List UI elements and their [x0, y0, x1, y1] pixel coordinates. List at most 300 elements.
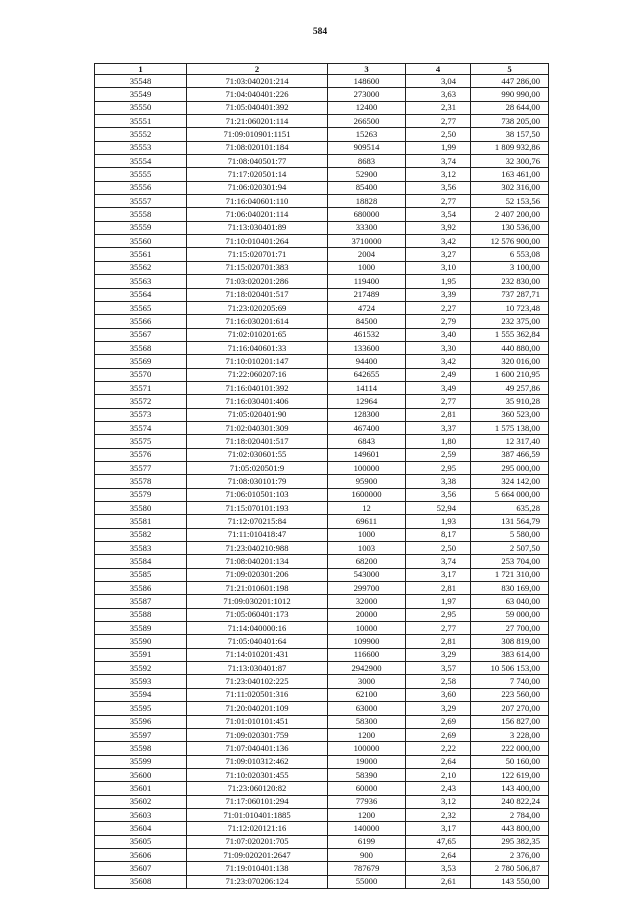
row-number-cell: 35592 — [95, 662, 187, 675]
rate-cell: 3,39 — [406, 288, 471, 301]
rate-cell: 2,10 — [406, 768, 471, 781]
rate-cell: 3,49 — [406, 381, 471, 394]
row-number-cell: 35556 — [95, 181, 187, 194]
row-number-cell: 35550 — [95, 101, 187, 114]
value-cell: 635,28 — [471, 502, 549, 515]
row-number-cell: 35586 — [95, 582, 187, 595]
rate-cell: 2,95 — [406, 461, 471, 474]
table-row — [95, 128, 549, 141]
rate-cell: 2,81 — [406, 408, 471, 421]
area-cell: 787679 — [328, 862, 406, 875]
rate-cell: 47,65 — [406, 835, 471, 848]
rate-cell: 2,64 — [406, 848, 471, 861]
value-cell: 360 523,00 — [471, 408, 549, 421]
value-cell: 122 619,00 — [471, 768, 549, 781]
area-cell: 62100 — [328, 688, 406, 701]
area-cell: 77936 — [328, 795, 406, 808]
value-cell: 240 822,24 — [471, 795, 549, 808]
area-cell: 116600 — [328, 648, 406, 661]
value-cell: 443 800,00 — [471, 822, 549, 835]
cadastral-number-cell: 71:17:060101:294 — [187, 795, 328, 808]
row-number-cell: 35564 — [95, 288, 187, 301]
value-cell: 737 287,71 — [471, 288, 549, 301]
table-row — [95, 435, 549, 448]
area-cell: 467400 — [328, 421, 406, 434]
rate-cell: 3,57 — [406, 662, 471, 675]
table-body — [95, 75, 549, 889]
value-cell: 10 506 153,00 — [471, 662, 549, 675]
value-cell: 1 809 932,86 — [471, 141, 549, 154]
rate-cell: 2,27 — [406, 301, 471, 314]
column-header-5: 5 — [471, 64, 549, 75]
table-row — [95, 115, 549, 128]
row-number-cell: 35571 — [95, 381, 187, 394]
area-cell: 4724 — [328, 301, 406, 314]
value-cell: 59 000,00 — [471, 608, 549, 621]
rate-cell: 2,43 — [406, 782, 471, 795]
table-header-row — [95, 64, 549, 75]
area-cell: 20000 — [328, 608, 406, 621]
area-cell: 1200 — [328, 808, 406, 821]
row-number-cell: 35573 — [95, 408, 187, 421]
table-row — [95, 368, 549, 381]
row-number-cell: 35606 — [95, 848, 187, 861]
row-number-cell: 35562 — [95, 261, 187, 274]
cadastral-number-cell: 71:15:070101:193 — [187, 502, 328, 515]
value-cell: 387 466,59 — [471, 448, 549, 461]
row-number-cell: 35548 — [95, 75, 187, 88]
cadastral-number-cell: 71:07:040401:136 — [187, 742, 328, 755]
area-cell: 85400 — [328, 181, 406, 194]
table-row — [95, 248, 549, 261]
area-cell: 63000 — [328, 702, 406, 715]
row-number-cell: 35590 — [95, 635, 187, 648]
row-number-cell: 35593 — [95, 675, 187, 688]
value-cell: 10 723,48 — [471, 301, 549, 314]
table-row — [95, 728, 549, 741]
row-number-cell: 35574 — [95, 421, 187, 434]
value-cell: 830 169,00 — [471, 582, 549, 595]
column-header-4: 4 — [406, 64, 471, 75]
value-cell: 12 317,40 — [471, 435, 549, 448]
area-cell: 149601 — [328, 448, 406, 461]
area-cell: 60000 — [328, 782, 406, 795]
value-cell: 3 228,00 — [471, 728, 549, 741]
cadastral-number-cell: 71:13:030401:89 — [187, 221, 328, 234]
table-row — [95, 275, 549, 288]
table-row — [95, 448, 549, 461]
table-row — [95, 408, 549, 421]
row-number-cell: 35572 — [95, 395, 187, 408]
cadastral-number-cell: 71:18:020401:517 — [187, 435, 328, 448]
rate-cell: 2,77 — [406, 395, 471, 408]
column-header-1: 1 — [95, 64, 187, 75]
table-row — [95, 622, 549, 635]
row-number-cell: 35600 — [95, 768, 187, 781]
cadastral-number-cell: 71:05:020401:90 — [187, 408, 328, 421]
row-number-cell: 35554 — [95, 155, 187, 168]
row-number-cell: 35580 — [95, 502, 187, 515]
row-number-cell: 35569 — [95, 355, 187, 368]
row-number-cell: 35591 — [95, 648, 187, 661]
rate-cell: 3,56 — [406, 488, 471, 501]
rate-cell: 2,95 — [406, 608, 471, 621]
table-row — [95, 515, 549, 528]
value-cell: 1 555 362,84 — [471, 328, 549, 341]
cadastral-number-cell: 71:23:020205:69 — [187, 301, 328, 314]
value-cell: 320 016,00 — [471, 355, 549, 368]
row-number-cell: 35549 — [95, 88, 187, 101]
table-row — [95, 675, 549, 688]
value-cell: 3 100,00 — [471, 261, 549, 274]
value-cell: 253 704,00 — [471, 555, 549, 568]
row-number-cell: 35599 — [95, 755, 187, 768]
row-number-cell: 35557 — [95, 195, 187, 208]
area-cell: 119400 — [328, 275, 406, 288]
cadastral-number-cell: 71:09:030201:1012 — [187, 595, 328, 608]
table-row — [95, 301, 549, 314]
value-cell: 156 827,00 — [471, 715, 549, 728]
area-cell: 543000 — [328, 568, 406, 581]
value-cell: 28 644,00 — [471, 101, 549, 114]
rate-cell: 1,95 — [406, 275, 471, 288]
table-row — [95, 88, 549, 101]
rate-cell: 3,56 — [406, 181, 471, 194]
table-row — [95, 141, 549, 154]
area-cell: 84500 — [328, 315, 406, 328]
cadastral-number-cell: 71:15:020701:383 — [187, 261, 328, 274]
cadastral-number-cell: 71:03:020201:286 — [187, 275, 328, 288]
cadastral-number-cell: 71:14:040000:16 — [187, 622, 328, 635]
area-cell: 133600 — [328, 341, 406, 354]
rate-cell: 3,29 — [406, 648, 471, 661]
table-row — [95, 221, 549, 234]
rate-cell: 2,58 — [406, 675, 471, 688]
value-cell: 440 880,00 — [471, 341, 549, 354]
rate-cell: 3,74 — [406, 155, 471, 168]
table-row — [95, 688, 549, 701]
rate-cell: 1,99 — [406, 141, 471, 154]
area-cell: 32000 — [328, 595, 406, 608]
rate-cell: 3,10 — [406, 261, 471, 274]
value-cell: 295 000,00 — [471, 461, 549, 474]
row-number-cell: 35588 — [95, 608, 187, 621]
area-cell: 3000 — [328, 675, 406, 688]
table-row — [95, 168, 549, 181]
rate-cell: 3,29 — [406, 702, 471, 715]
value-cell: 383 614,00 — [471, 648, 549, 661]
area-cell: 100000 — [328, 742, 406, 755]
table-row — [95, 608, 549, 621]
rate-cell: 3,74 — [406, 555, 471, 568]
value-cell: 324 142,00 — [471, 475, 549, 488]
value-cell: 5 580,00 — [471, 528, 549, 541]
cadastral-number-cell: 71:10:010201:147 — [187, 355, 328, 368]
rate-cell: 2,50 — [406, 128, 471, 141]
rate-cell: 3,40 — [406, 328, 471, 341]
cadastral-number-cell: 71:08:020101:184 — [187, 141, 328, 154]
area-cell: 12964 — [328, 395, 406, 408]
cadastral-number-cell: 71:20:040201:109 — [187, 702, 328, 715]
value-cell: 6 553,08 — [471, 248, 549, 261]
rate-cell: 3,53 — [406, 862, 471, 875]
row-number-cell: 35583 — [95, 542, 187, 555]
rate-cell: 2,61 — [406, 875, 471, 888]
column-header-3: 3 — [328, 64, 406, 75]
area-cell: 95900 — [328, 475, 406, 488]
cadastral-number-cell: 71:16:040101:392 — [187, 381, 328, 394]
value-cell: 207 270,00 — [471, 702, 549, 715]
row-number-cell: 35568 — [95, 341, 187, 354]
area-cell: 10000 — [328, 622, 406, 635]
area-cell: 58300 — [328, 715, 406, 728]
area-cell: 12 — [328, 502, 406, 515]
value-cell: 12 576 900,00 — [471, 235, 549, 248]
area-cell: 6843 — [328, 435, 406, 448]
table-row — [95, 195, 549, 208]
cadastral-number-cell: 71:05:060401:173 — [187, 608, 328, 621]
cadastral-number-cell: 71:11:020501:316 — [187, 688, 328, 701]
value-cell: 990 990,00 — [471, 88, 549, 101]
rate-cell: 1,97 — [406, 595, 471, 608]
area-cell: 1003 — [328, 542, 406, 555]
cadastral-number-cell: 71:09:010312:462 — [187, 755, 328, 768]
value-cell: 35 910,28 — [471, 395, 549, 408]
table-row — [95, 261, 549, 274]
cadastral-number-cell: 71:02:030601:55 — [187, 448, 328, 461]
area-cell: 33300 — [328, 221, 406, 234]
table-row — [95, 662, 549, 675]
column-header-2: 2 — [187, 64, 328, 75]
row-number-cell: 35589 — [95, 622, 187, 635]
area-cell: 15263 — [328, 128, 406, 141]
area-cell: 19000 — [328, 755, 406, 768]
rate-cell: 3,60 — [406, 688, 471, 701]
row-number-cell: 35587 — [95, 595, 187, 608]
area-cell: 109900 — [328, 635, 406, 648]
cadastral-number-cell: 71:08:040201:134 — [187, 555, 328, 568]
row-number-cell: 35595 — [95, 702, 187, 715]
rate-cell: 3,17 — [406, 822, 471, 835]
area-cell: 2004 — [328, 248, 406, 261]
value-cell: 308 819,00 — [471, 635, 549, 648]
value-cell: 49 257,86 — [471, 381, 549, 394]
area-cell: 1200 — [328, 728, 406, 741]
row-number-cell: 35578 — [95, 475, 187, 488]
value-cell: 738 205,00 — [471, 115, 549, 128]
table-row — [95, 101, 549, 114]
area-cell: 299700 — [328, 582, 406, 595]
area-cell: 94400 — [328, 355, 406, 368]
cadastral-number-cell: 71:17:020501:14 — [187, 168, 328, 181]
table-row — [95, 555, 549, 568]
table-row — [95, 208, 549, 221]
table-row — [95, 355, 549, 368]
area-cell: 12400 — [328, 101, 406, 114]
cadastral-number-cell: 71:01:010401:1885 — [187, 808, 328, 821]
cadastral-number-cell: 71:05:040401:392 — [187, 101, 328, 114]
area-cell: 14114 — [328, 381, 406, 394]
row-number-cell: 35552 — [95, 128, 187, 141]
table-row — [95, 528, 549, 541]
table-row — [95, 475, 549, 488]
area-cell: 217489 — [328, 288, 406, 301]
row-number-cell: 35570 — [95, 368, 187, 381]
area-cell: 55000 — [328, 875, 406, 888]
table-row — [95, 582, 549, 595]
cadastral-number-cell: 71:02:010201:65 — [187, 328, 328, 341]
rate-cell: 3,38 — [406, 475, 471, 488]
table-row — [95, 635, 549, 648]
table-row — [95, 181, 549, 194]
value-cell: 143 400,00 — [471, 782, 549, 795]
row-number-cell: 35603 — [95, 808, 187, 821]
row-number-cell: 35604 — [95, 822, 187, 835]
value-cell: 2 507,50 — [471, 542, 549, 555]
cadastral-number-cell: 71:03:040201:214 — [187, 75, 328, 88]
row-number-cell: 35561 — [95, 248, 187, 261]
value-cell: 5 664 000,00 — [471, 488, 549, 501]
rate-cell: 3,12 — [406, 795, 471, 808]
rate-cell: 3,63 — [406, 88, 471, 101]
value-cell: 222 000,00 — [471, 742, 549, 755]
value-cell: 27 700,00 — [471, 622, 549, 635]
table-row — [95, 702, 549, 715]
table-row — [95, 648, 549, 661]
value-cell: 38 157,50 — [471, 128, 549, 141]
table-row — [95, 808, 549, 821]
cadastral-number-cell: 71:09:010901:1151 — [187, 128, 328, 141]
cadastral-number-cell: 71:09:020301:206 — [187, 568, 328, 581]
table-row — [95, 742, 549, 755]
table-row — [95, 822, 549, 835]
row-number-cell: 35576 — [95, 448, 187, 461]
table-row — [95, 328, 549, 341]
table-row — [95, 542, 549, 555]
cadastral-number-cell: 71:21:010601:198 — [187, 582, 328, 595]
rate-cell: 3,12 — [406, 168, 471, 181]
row-number-cell: 35558 — [95, 208, 187, 221]
value-cell: 447 286,00 — [471, 75, 549, 88]
table-row — [95, 755, 549, 768]
value-cell: 32 300,76 — [471, 155, 549, 168]
cadastral-number-cell: 71:19:010401:138 — [187, 862, 328, 875]
row-number-cell: 35596 — [95, 715, 187, 728]
row-number-cell: 35579 — [95, 488, 187, 501]
table-row — [95, 595, 549, 608]
value-cell: 2 376,00 — [471, 848, 549, 861]
row-number-cell: 35563 — [95, 275, 187, 288]
table-row — [95, 461, 549, 474]
row-number-cell: 35559 — [95, 221, 187, 234]
table-row — [95, 155, 549, 168]
cadastral-number-cell: 71:21:060201:114 — [187, 115, 328, 128]
row-number-cell: 35584 — [95, 555, 187, 568]
rate-cell: 3,42 — [406, 235, 471, 248]
area-cell: 680000 — [328, 208, 406, 221]
area-cell: 140000 — [328, 822, 406, 835]
cadastral-number-cell: 71:13:030401:87 — [187, 662, 328, 675]
cadastral-number-cell: 71:16:030401:406 — [187, 395, 328, 408]
cadastral-number-cell: 71:16:040601:110 — [187, 195, 328, 208]
rate-cell: 2,77 — [406, 622, 471, 635]
area-cell: 1600000 — [328, 488, 406, 501]
rate-cell: 2,77 — [406, 195, 471, 208]
area-cell: 2942900 — [328, 662, 406, 675]
area-cell: 18828 — [328, 195, 406, 208]
area-cell: 3710000 — [328, 235, 406, 248]
table-row — [95, 502, 549, 515]
value-cell: 1 575 138,00 — [471, 421, 549, 434]
cadastral-number-cell: 71:06:020301:94 — [187, 181, 328, 194]
table-row — [95, 395, 549, 408]
cadastral-number-cell: 71:14:010201:431 — [187, 648, 328, 661]
area-cell: 1000 — [328, 528, 406, 541]
row-number-cell: 35597 — [95, 728, 187, 741]
cadastral-number-cell: 71:04:040401:226 — [187, 88, 328, 101]
cadastral-number-cell: 71:01:010101:451 — [187, 715, 328, 728]
rate-cell: 3,27 — [406, 248, 471, 261]
row-number-cell: 35551 — [95, 115, 187, 128]
value-cell: 2 784,00 — [471, 808, 549, 821]
row-number-cell: 35555 — [95, 168, 187, 181]
rate-cell: 3,54 — [406, 208, 471, 221]
cadastral-number-cell: 71:07:020201:705 — [187, 835, 328, 848]
value-cell: 232 375,00 — [471, 315, 549, 328]
area-cell: 1000 — [328, 261, 406, 274]
data-table-container — [94, 63, 548, 889]
value-cell: 143 550,00 — [471, 875, 549, 888]
cadastral-number-cell: 71:22:060207:16 — [187, 368, 328, 381]
cadastral-number-cell: 71:15:020701:71 — [187, 248, 328, 261]
rate-cell: 2,79 — [406, 315, 471, 328]
table-row — [95, 862, 549, 875]
cadastral-number-cell: 71:10:010401:264 — [187, 235, 328, 248]
value-cell: 302 316,00 — [471, 181, 549, 194]
rate-cell: 3,30 — [406, 341, 471, 354]
table-row — [95, 782, 549, 795]
cadastral-number-cell: 71:23:060120:82 — [187, 782, 328, 795]
table-row — [95, 488, 549, 501]
row-number-cell: 35605 — [95, 835, 187, 848]
table-row — [95, 288, 549, 301]
cadastral-number-cell: 71:23:040210:988 — [187, 542, 328, 555]
area-cell: 266500 — [328, 115, 406, 128]
page-number: 584 — [312, 27, 328, 37]
rate-cell: 2,69 — [406, 715, 471, 728]
area-cell: 148600 — [328, 75, 406, 88]
table-row — [95, 341, 549, 354]
rate-cell: 1,80 — [406, 435, 471, 448]
value-cell: 50 160,00 — [471, 755, 549, 768]
cadastral-number-cell: 71:11:010418:47 — [187, 528, 328, 541]
table-row — [95, 568, 549, 581]
table-row — [95, 381, 549, 394]
table-row — [95, 715, 549, 728]
rate-cell: 2,59 — [406, 448, 471, 461]
cadastral-number-cell: 71:05:020501:9 — [187, 461, 328, 474]
row-number-cell: 35607 — [95, 862, 187, 875]
table-row — [95, 421, 549, 434]
table-row — [95, 875, 549, 888]
value-cell: 1 721 310,00 — [471, 568, 549, 581]
rate-cell: 3,37 — [406, 421, 471, 434]
rate-cell: 2,31 — [406, 101, 471, 114]
area-cell: 52900 — [328, 168, 406, 181]
rate-cell: 8,17 — [406, 528, 471, 541]
table-row — [95, 768, 549, 781]
value-cell: 223 560,00 — [471, 688, 549, 701]
